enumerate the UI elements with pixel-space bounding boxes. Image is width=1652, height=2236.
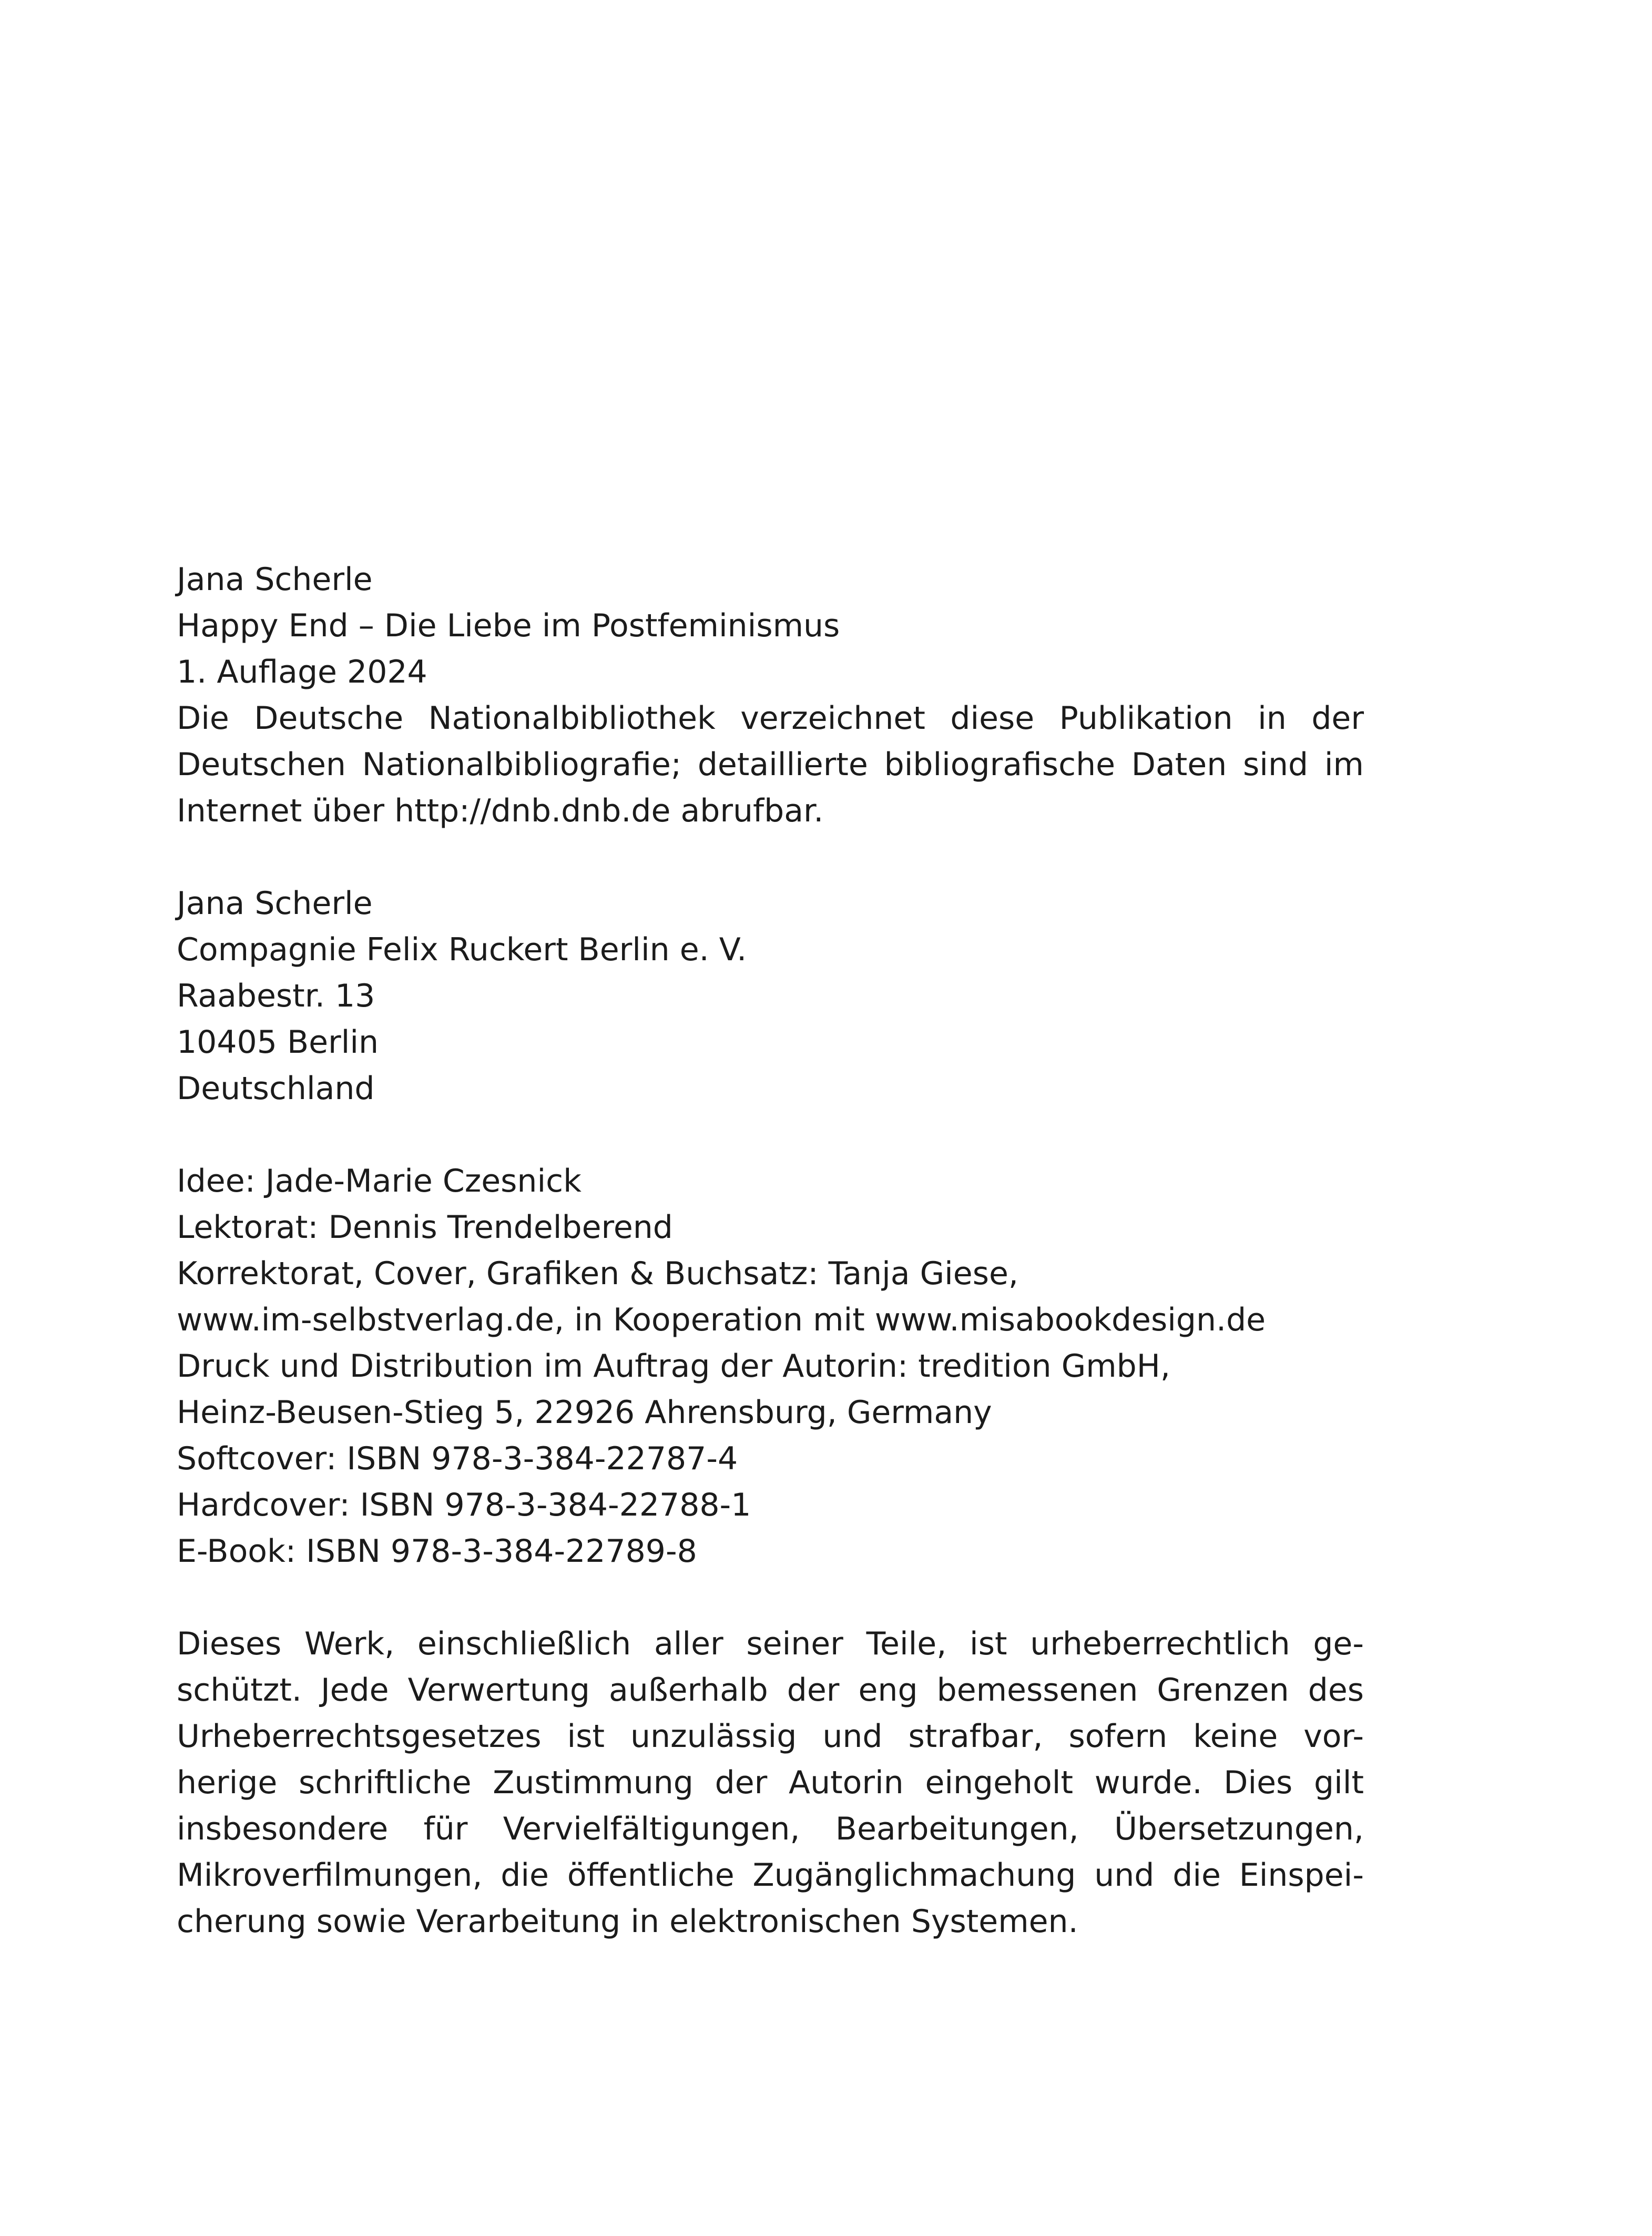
dnb-notice-line-2: Deutschen Nationalbibliografie; detaillierte bibliografische Daten sind im bbox=[177, 746, 1364, 783]
copyright-line-4: herige schriftliche Zustimmung der Autorin eingeholt wurde. Dies gilt bbox=[177, 1764, 1364, 1801]
credit-idea: Idee: Jade-Marie Czesnick bbox=[177, 1163, 582, 1200]
author-name: Jana Scherle bbox=[177, 561, 373, 598]
copyright-notice bbox=[177, 1621, 1364, 1945]
dnb-notice-line-1: Die Deutsche Nationalbibliothek verzeichnet diese Publikation in der bbox=[177, 700, 1364, 737]
copyright-line-1: Dieses Werk, einschließlich aller seiner Teile, ist urheberrechtlich ge- bbox=[177, 1625, 1364, 1662]
dnb-notice-line-3: Internet über http://dnb.dnb.de abrufbar. bbox=[177, 792, 824, 829]
credit-editing: Lektorat: Dennis Trendelberend bbox=[177, 1209, 673, 1246]
address-organization: Compagnie Felix Ruckert Berlin e. V. bbox=[177, 931, 747, 968]
copyright-line-2: schützt. Jede Verwertung außerhalb der eng bemessenen Grenzen des bbox=[177, 1672, 1364, 1709]
copyright-line-5: insbesondere für Vervielfältigungen, Bearbeitungen, Übersetzungen, bbox=[177, 1811, 1364, 1847]
credit-design-line-2: www.im-selbstverlag.de, in Kooperation mit www.misabookdesign.de bbox=[177, 1302, 1266, 1338]
book-title: Happy End – Die Liebe im Postfeminismus bbox=[177, 607, 840, 644]
isbn-softcover: Softcover: ISBN 978-3-384-22787-4 bbox=[177, 1440, 738, 1477]
copyright-line-6: Mikroverfilmungen, die öffentliche Zugänglichmachung und die Einspei- bbox=[177, 1857, 1364, 1894]
address-country: Deutschland bbox=[177, 1070, 375, 1107]
address-city: 10405 Berlin bbox=[177, 1024, 379, 1061]
credit-print-line-1: Druck und Distribution im Auftrag der Autorin: tredition GmbH, bbox=[177, 1348, 1170, 1385]
address-name: Jana Scherle bbox=[177, 885, 373, 922]
bibliographic-block bbox=[177, 556, 1364, 834]
credits-block bbox=[177, 1158, 1364, 1574]
isbn-hardcover: Hardcover: ISBN 978-3-384-22788-1 bbox=[177, 1487, 751, 1523]
imprint-content bbox=[177, 556, 1364, 1945]
credit-design-line-1: Korrektorat, Cover, Grafiken & Buchsatz: Tanja Giese, bbox=[177, 1255, 1018, 1292]
edition: 1. Auflage 2024 bbox=[177, 654, 427, 690]
isbn-ebook: E-Book: ISBN 978-3-384-22789-8 bbox=[177, 1533, 697, 1570]
address-block bbox=[177, 880, 1364, 1112]
credit-print-line-2: Heinz-Beusen-Stieg 5, 22926 Ahrensburg, Germany bbox=[177, 1394, 992, 1431]
copyright-line-7: cherung sowie Verarbeitung in elektronischen Systemen. bbox=[177, 1903, 1078, 1940]
copyright-line-3: Urheberrechtsgesetzes ist unzulässig und strafbar, sofern keine vor- bbox=[177, 1718, 1364, 1755]
address-street: Raabestr. 13 bbox=[177, 978, 375, 1014]
